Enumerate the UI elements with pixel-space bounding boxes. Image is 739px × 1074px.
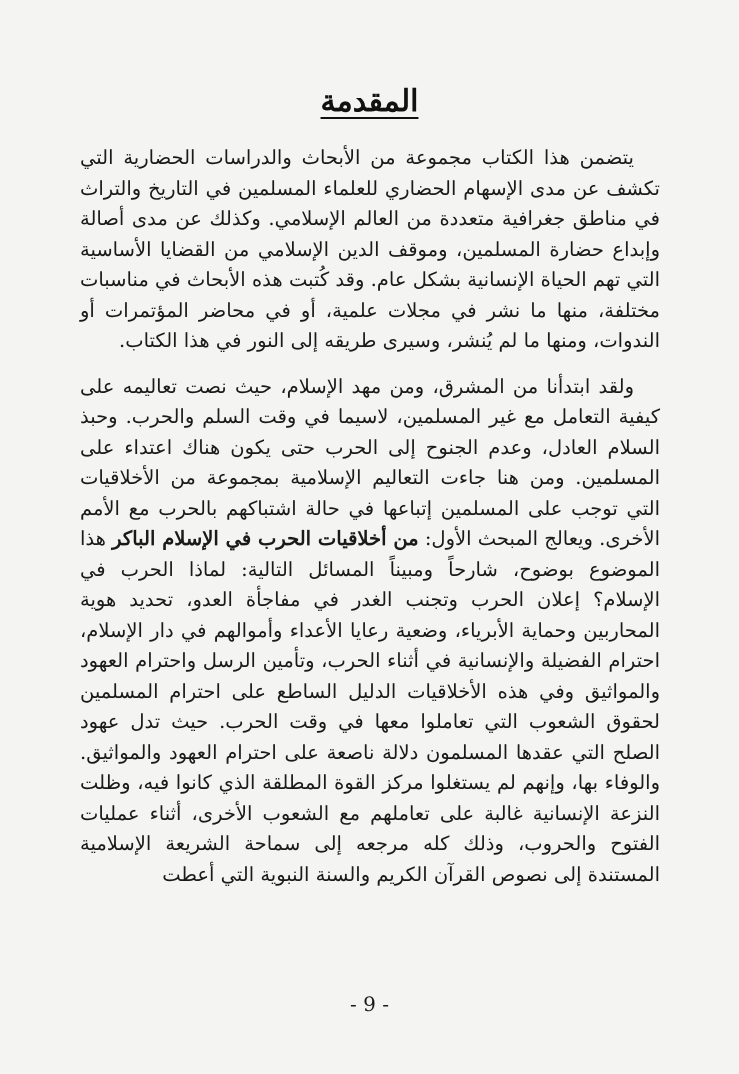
paragraph-2 bbox=[80, 372, 660, 891]
page-title: المقدمة bbox=[320, 84, 419, 119]
page-number: - 9 - bbox=[350, 992, 389, 1016]
paragraph-2-body: هذا الموضوع بوضوح، شارحاً ومبيناً المسائل التالية: لماذا الحرب في الإسلام؟ إعلان الحرب وتجنب الغدر في مفاجأة العدو، تحديد هوية المحاربين وحماية الأبرياء، وضعية رعايا الأعداء وأموالهم في دار الإسلام، احترام الفضيلة والإنسانية في أثناء الحرب، وتأمين الرسل واحترام العهود والمواثيق وفي هذه الأخلاقيات الدليل الساطع على احترام المسلمين لحقوق الشعوب التي تعاملوا معها في وقت الحرب. حيث تدل عهود الصلح التي عقدها المسلمون دلالة ناصعة على احترام العهود والمواثيق. والوفاء بها، وإنهم لم يستغلوا مركز القوة المطلقة الذي كانوا فيه، وظلت النزعة الإنسانية غالبة على تعاملهم مع الشعوب الأخرى، أثناء عمليات الفتوح والحروب، وذلك كله مرجعه إلى سماحة الشريعة الإسلامية المستندة إلى نصوص القرآن الكريم والسنة النبوية التي أعطت bbox=[80, 527, 661, 886]
section-title-bold: من أخلاقيات الحرب في الإسلام الباكر bbox=[112, 527, 419, 550]
paragraph-2-intro: ولقد ابتدأنا من المشرق، ومن مهد الإسلام، حيث نصت تعاليمه على كيفية التعامل مع غير المسلمين، لاسيما في وقت السلم والحرب. وحبذ السلام العادل، وعدم الجنوح إلى الحرب حتى يكون هناك اعتداء على المسلمين. ومن هنا جاءت التعاليم الإسلامية بمجموعة من الأخلاقيات التي توجب على المسلمين إتباعها في حالة اشتباكهم بالحرب مع الأمم الأخرى. ويعالج المبحث الأول: bbox=[80, 374, 660, 550]
paragraph-1: يتضمن هذا الكتاب مجموعة من الأبحاث والدراسات الحضارية التي تكشف عن مدى الإسهام الحضاري للعلماء المسلمين في التاريخ والتراث في مناطق جغرافية متعددة من العالم الإسلامي. وكذلك عن مدى أصالة وإبداع حضارة المسلمين، وموقف الدين الإسلامي من القضايا الأساسية التي تهم الحياة الإنسانية بشكل عام. وقد كُتبت هذه الأبحاث في مناسبات مختلفة، منها ما نشر في مجلات علمية، أو في محاضر المؤتمرات أو الندوات، ومنها ما لم يُنشر، وسيرى طريقه إلى النور في هذا الكتاب. bbox=[80, 146, 660, 352]
body-text bbox=[80, 143, 660, 890]
